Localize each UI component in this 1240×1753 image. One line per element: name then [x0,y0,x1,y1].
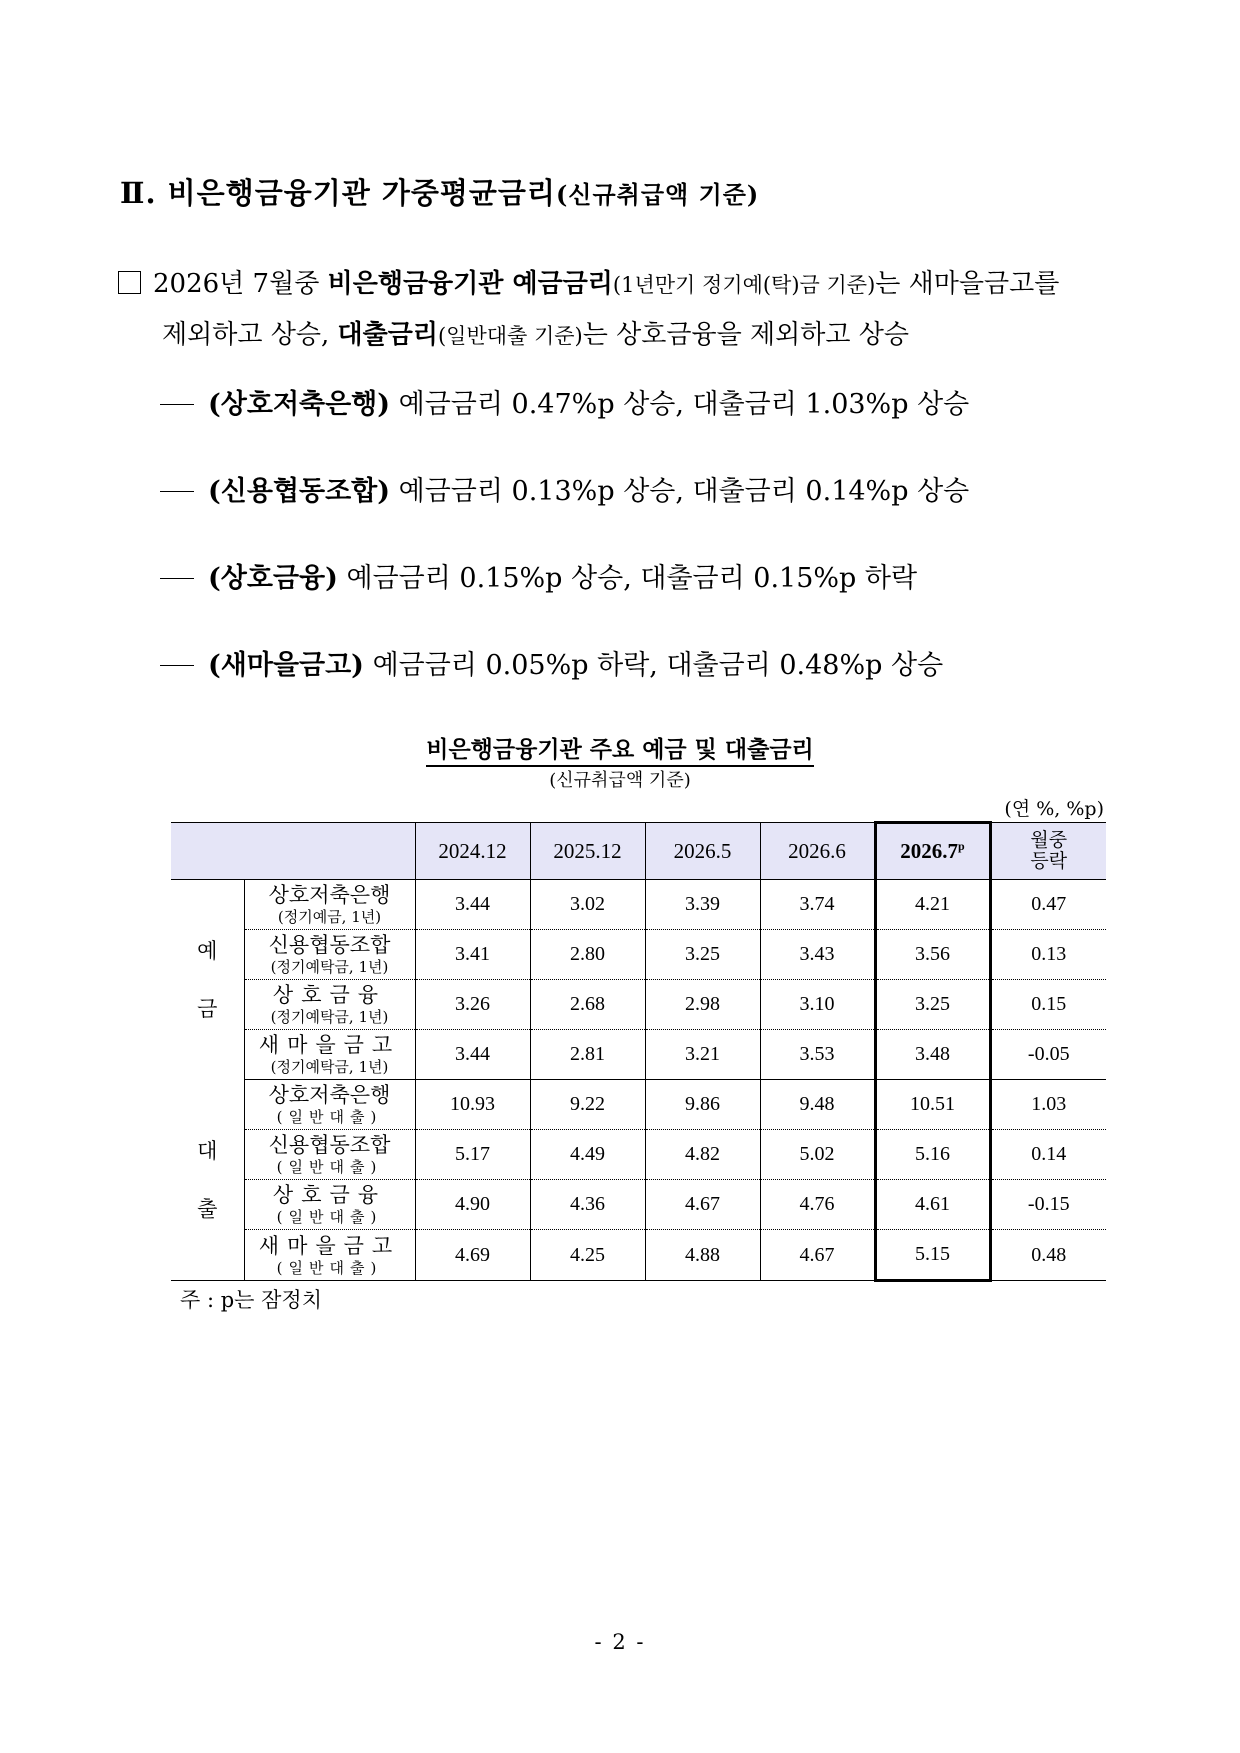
value-cell: 4.49 [530,1130,645,1180]
institution-name: 상호금융 [272,1183,387,1207]
page-number: - 2 - [594,1630,646,1654]
institution-cell [244,880,415,930]
table-note: 주 : p는 잠정치 [180,1288,322,1312]
value-cell: -0.05 [990,1030,1106,1080]
bullet-text: 예금금리 0.47%p 상승, 대출금리 1.03%p 상승 [398,389,970,420]
dash-icon [160,665,194,666]
header-blank [171,823,415,880]
bullet-institution: (상호금융) [208,563,338,594]
value-cell: 2.98 [645,980,760,1030]
value-cell: 3.21 [645,1030,760,1080]
group-char: 금 [197,996,218,1021]
summary-paragraph [118,259,1138,361]
value-cell: 2.81 [530,1030,645,1080]
institution-cell [244,930,415,980]
bullet-item [160,556,917,595]
summary-small: (일반대출 기준) [437,324,583,348]
table-row [171,980,1106,1030]
bullet-item [160,469,969,508]
value-cell: 3.10 [760,980,875,1030]
col-header: 2024.12 [415,823,530,880]
value-cell: 5.17 [415,1130,530,1180]
col-header-text: 2026.7 [900,839,959,863]
value-cell: 4.67 [645,1180,760,1230]
bullet-text: 예금금리 0.05%p 하락, 대출금리 0.48%p 상승 [372,650,944,681]
table-row [171,1080,1106,1130]
group-char: 대 [197,1138,218,1163]
col-header: 2025.12 [530,823,645,880]
value-cell: 4.76 [760,1180,875,1230]
table-row [171,1180,1106,1230]
value-cell: 4.69 [415,1230,530,1281]
institution-cell [244,980,415,1030]
value-cell: 3.56 [875,930,990,980]
value-cell: 3.48 [875,1030,990,1080]
bullet-institution: (신용협동조합) [208,476,391,507]
value-cell: 3.44 [415,1030,530,1080]
summary-text: 제외하고 상승, [162,320,338,350]
value-cell: 4.61 [875,1180,990,1230]
value-cell: 2.68 [530,980,645,1030]
group-char: 출 [197,1196,218,1221]
dash-icon [160,578,194,579]
institution-cell [244,1080,415,1130]
bullet-item [160,382,969,421]
value-cell: 0.47 [990,880,1106,930]
value-cell: 3.39 [645,880,760,930]
institution-cell [244,1030,415,1080]
summary-bold: 비은행금융기관 예금금리 [327,269,613,299]
value-cell: 5.02 [760,1130,875,1180]
bullet-text: 예금금리 0.13%p 상승, 대출금리 0.14%p 상승 [398,476,970,507]
value-cell: 1.03 [990,1080,1106,1130]
value-cell: 4.67 [760,1230,875,1281]
section-heading [120,171,759,212]
col-header-text: 등락 [1030,850,1068,872]
value-cell: 4.88 [645,1230,760,1281]
value-cell: 4.36 [530,1180,645,1230]
col-header-pending [875,823,990,880]
value-cell: 9.86 [645,1080,760,1130]
value-cell: 3.43 [760,930,875,980]
value-cell: 10.51 [875,1080,990,1130]
institution-name: 상호저축은행 [268,883,391,907]
dash-icon [160,491,194,492]
table-row [171,930,1106,980]
value-cell: 0.48 [990,1230,1106,1281]
col-header: 2026.5 [645,823,760,880]
group-label-deposit [171,880,244,1080]
institution-name: 새마을금고 [258,1033,401,1057]
checkbox-square-icon [118,271,141,294]
value-cell: 4.21 [875,880,990,930]
value-cell: 3.74 [760,880,875,930]
institution-detail: (일반대출) [276,1108,383,1126]
value-cell: -0.15 [990,1180,1106,1230]
value-cell: 3.41 [415,930,530,980]
group-char: 예 [197,938,218,963]
section-title: 비은행금융기관 가중평균금리 [167,176,556,210]
value-cell: 5.16 [875,1130,990,1180]
value-cell: 3.26 [415,980,530,1030]
value-cell: 0.14 [990,1130,1106,1180]
pending-superscript: p [958,839,965,853]
value-cell: 0.13 [990,930,1106,980]
institution-detail: (일반대출) [276,1158,383,1176]
value-cell: 10.93 [415,1080,530,1130]
table-unit: (연 %, %p) [1004,798,1104,820]
value-cell: 0.15 [990,980,1106,1030]
institution-detail: (일반대출) [276,1208,383,1226]
value-cell: 3.25 [875,980,990,1030]
institution-detail: (정기예금, 1년) [277,908,382,926]
section-title-sub: (신규취급액 기준) [555,180,760,209]
col-header-text: 월중 [1030,829,1068,851]
header-row [171,823,1106,880]
section-numeral: Ⅱ. [120,176,157,210]
summary-text: 는 상호금융을 제외하고 상승 [582,320,909,350]
table-row [171,1030,1106,1080]
institution-detail: (정기예탁금, 1년) [270,1008,389,1026]
institution-detail: (정기예탁금, 1년) [270,958,389,976]
value-cell: 9.48 [760,1080,875,1130]
table-title-text: 비은행금융기관 주요 예금 및 대출금리 [426,736,814,767]
value-cell: 9.22 [530,1080,645,1130]
group-label-loan [171,1080,244,1281]
institution-name: 상호저축은행 [268,1083,391,1107]
col-header-change [990,823,1106,880]
value-cell: 4.90 [415,1180,530,1230]
institution-cell [244,1180,415,1230]
bullet-text: 예금금리 0.15%p 상승, 대출금리 0.15%p 하락 [346,563,918,594]
value-cell: 3.44 [415,880,530,930]
bullet-item [160,643,943,682]
summary-text: 는 새마을금고를 [875,269,1060,299]
value-cell: 4.25 [530,1230,645,1281]
col-header: 2026.6 [760,823,875,880]
institution-name: 신용협동조합 [268,933,391,957]
institution-name: 신용협동조합 [268,1133,391,1157]
summary-text: 2026년 7월중 [153,269,328,299]
summary-small: (1년만기 정기예(탁)금 기준) [612,273,876,297]
value-cell: 3.02 [530,880,645,930]
table-row [171,1230,1106,1281]
rates-table [171,821,1106,1282]
value-cell: 3.25 [645,930,760,980]
institution-detail: (정기예탁금, 1년) [270,1058,389,1076]
table-subtitle: (신규취급액 기준) [549,770,691,791]
value-cell: 4.82 [645,1130,760,1180]
value-cell: 5.15 [875,1230,990,1281]
summary-bold: 대출금리 [337,320,438,350]
institution-name: 상호금융 [272,983,387,1007]
bullet-institution: (새마을금고) [208,650,364,681]
value-cell: 3.53 [760,1030,875,1080]
table-row [171,1130,1106,1180]
table-title [0,731,1240,764]
institution-cell [244,1230,415,1281]
institution-detail: (일반대출) [276,1258,383,1277]
value-cell: 2.80 [530,930,645,980]
institution-name: 새마을금고 [258,1233,401,1258]
bullet-institution: (상호저축은행) [208,389,391,420]
institution-cell [244,1130,415,1180]
table-row [171,880,1106,930]
dash-icon [160,404,194,405]
